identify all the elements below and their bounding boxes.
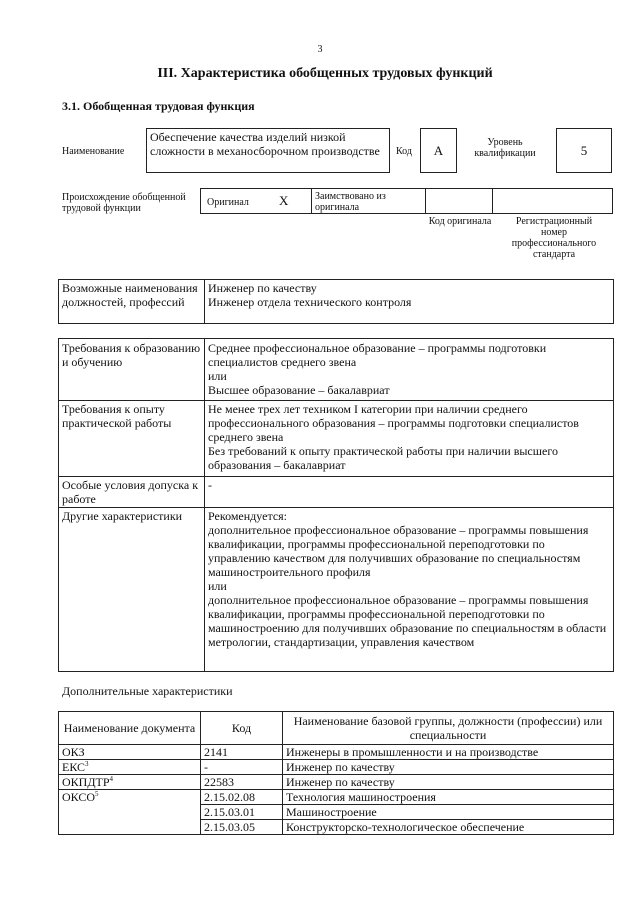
header-group-name: Наименование базовой группы, должности (профессии) или специальности [283,712,614,745]
doc-name: ОКСО [62,790,96,804]
group-name-cell: Технология машиностроения [283,790,614,805]
doc-cell [59,760,201,775]
subsection-title: 3.1. Обобщенная трудовая функция [62,99,255,113]
req-other-value: Рекомендуется: дополнительное профессиональное образование – программы повышения квалификации, программы профессиональной переподготовки по управлению качеством для получивших образование по специальностям машиностроительного профиля или дополнительное профессиональное образование – программы повышения квалификации, программы профессиональной переподготовки по машиностроению для получивших образование по специальностям в области метрологии, стандартизации, управления качеством [205,508,614,672]
table-row [59,339,614,401]
table-row [59,790,614,805]
table-row [59,477,614,508]
footnote-ref: 3 [85,760,89,768]
origin-label: Происхождение обобщенной трудовой функции [62,192,186,214]
doc-cell [59,790,201,835]
table-row [59,280,614,324]
table-row [59,760,614,775]
req-special-label: Особые условия допуска к работе [59,477,205,508]
table-row [59,775,614,790]
original-label: Оригинал [207,197,249,208]
section-title: III. Характеристика обобщенных трудовых функций [157,66,493,81]
function-name-box [146,128,390,173]
req-other-label: Другие характеристики [59,508,205,672]
reg-number-label: Регистрационный номер профессионального стандарта [511,216,597,260]
code-cell: 2.15.03.05 [201,820,283,835]
req-experience-value: Не менее трех лет техником I категории при наличии среднего профессионального образования – программы подготовки специалистов среднего звена Без требований к опыту практической работы при наличии высшего образования – бакалавриат [205,401,614,477]
possible-names-table [58,279,614,324]
code-cell: 2.15.02.08 [201,790,283,805]
original-mark: X [279,193,289,208]
footnote-ref: 4 [109,775,114,783]
doc-name: ОКЗ [62,745,85,759]
possible-names-value: Инженер по качеству Инженер отдела технического контроля [205,280,614,324]
code-original-cell [425,188,493,214]
possible-names-label: Возможные наименования должностей, профессий [59,280,205,324]
req-education-label: Требования к образованию и обучению [59,339,205,401]
page-number: 3 [317,44,323,55]
req-special-value: - [205,477,614,508]
group-name-cell: Инженеры в промышленности и на производстве [283,745,614,760]
header-code: Код [201,712,283,745]
code-label: Код [396,146,412,157]
footnote-ref: 5 [95,790,99,798]
code-cell: - [201,760,283,775]
header-document: Наименование документа [59,712,201,745]
group-name-cell: Машиностроение [283,805,614,820]
code-cell: 2141 [201,745,283,760]
requirements-table [58,338,614,672]
doc-cell [59,775,201,790]
doc-cell [59,745,201,760]
borrowed-cell [311,188,426,214]
group-name-cell: Инженер по качеству [283,775,614,790]
doc-name: ОКПДТР [62,775,110,789]
name-label: Наименование [62,146,125,157]
group-name-cell: Инженер по качеству [283,760,614,775]
req-education-value: Среднее профессиональное образование – программы подготовки специалистов среднего звена или Высшее образование – бакалавриат [205,339,614,401]
req-experience-label: Требования к опыту практической работы [59,401,205,477]
borrowed-label: Заимствовано из оригинала [315,191,386,213]
table-row [59,745,614,760]
table-row [59,401,614,477]
level-label: Уровень квалификации [474,137,536,159]
additional-title: Дополнительные характеристики [62,684,233,698]
table-header-row [59,712,614,745]
group-name-cell: Конструкторско-технологическое обеспечение [283,820,614,835]
function-name-value: Обеспечение качества изделий низкой сложности в механосборочном производстве [150,130,380,158]
code-original-label: Код оригинала [428,216,492,227]
origin-original-cell [200,188,312,214]
level-value: 5 [556,128,612,173]
doc-name: ЕКС [62,760,86,774]
additional-table [58,711,614,835]
code-cell: 2.15.03.01 [201,805,283,820]
table-row [59,508,614,672]
reg-number-cell [492,188,613,214]
code-cell: 22583 [201,775,283,790]
code-value: А [420,128,457,173]
